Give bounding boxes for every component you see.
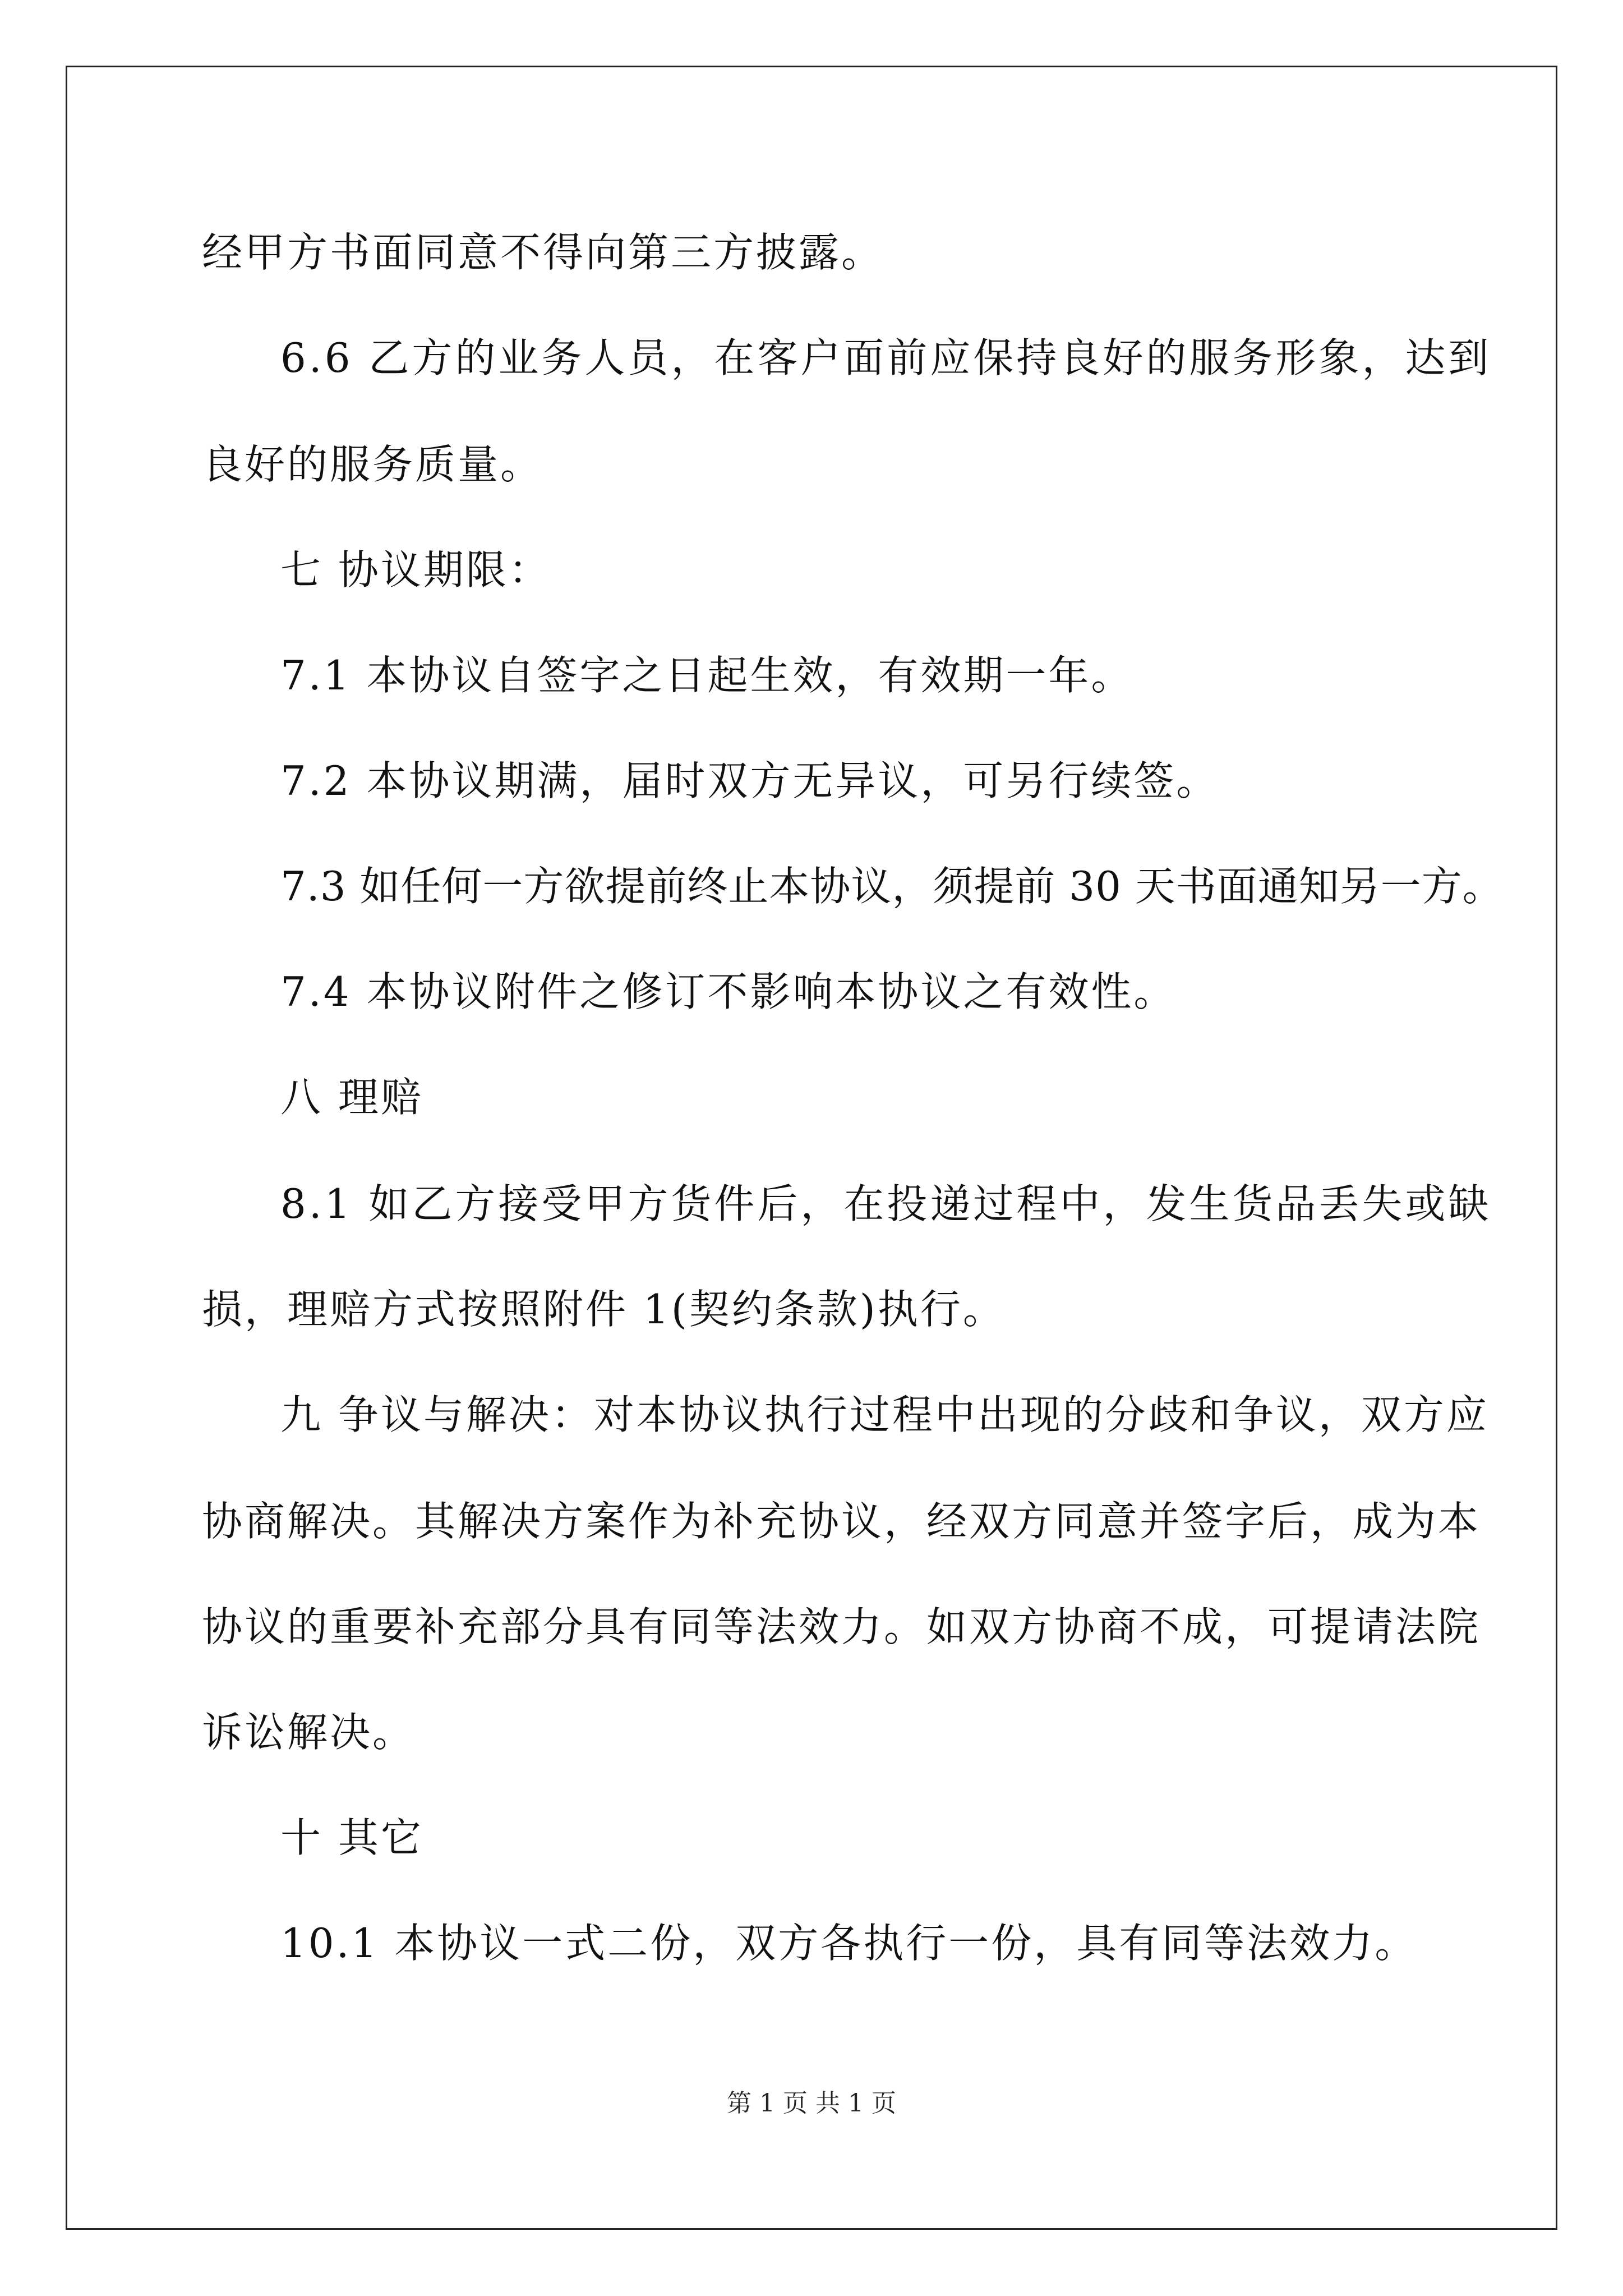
paragraph-line: 7.1 本协议自签字之日起生效，有效期一年。	[280, 652, 1134, 699]
paragraph-line: 10.1 本协议一式二份，双方各执行一份，具有同等法效力。	[280, 1920, 1418, 1967]
page-footer: 第 1 页 共 1 页	[727, 2089, 896, 2118]
paragraph-line: 协议的重要补充部分具有同等法效力。如双方协商不成，可提请法院	[202, 1603, 1481, 1650]
paragraph-line: 6.6 乙方的业务人员，在客户面前应保持良好的服务形象，达到	[280, 334, 1492, 381]
paragraph-line: 损，理赔方式按照附件 1(契约条款)执行。	[202, 1286, 1006, 1333]
page-border	[66, 66, 1557, 2230]
paragraph-line: 7.4 本协议附件之修订不影响本协议之有效性。	[280, 968, 1177, 1015]
paragraph-line: 7.2 本协议期满，届时双方无异议，可另行续签。	[280, 757, 1219, 804]
paragraph-line: 8.1 如乙方接受甲方货件后，在投递过程中，发生货品丢失或缺	[280, 1180, 1492, 1227]
section-heading: 十 其它	[280, 1814, 423, 1861]
paragraph-line: 7.3 如任何一方欲提前终止本协议，须提前 30 天书面通知另一方。	[280, 863, 1504, 910]
paragraph-line: 协商解决。其解决方案作为补充协议，经双方同意并签字后，成为本	[202, 1498, 1481, 1545]
paragraph-line: 诉讼解决。	[202, 1709, 416, 1756]
paragraph-line: 经甲方书面同意不得向第三方披露。	[202, 229, 884, 276]
section-heading: 八 理赔	[280, 1074, 423, 1121]
paragraph-line: 良好的服务质量。	[202, 441, 543, 488]
paragraph-line: 九 争议与解决：对本协议执行过程中出现的分歧和争议，双方应	[280, 1391, 1489, 1438]
section-heading: 七 协议期限：	[280, 546, 551, 593]
